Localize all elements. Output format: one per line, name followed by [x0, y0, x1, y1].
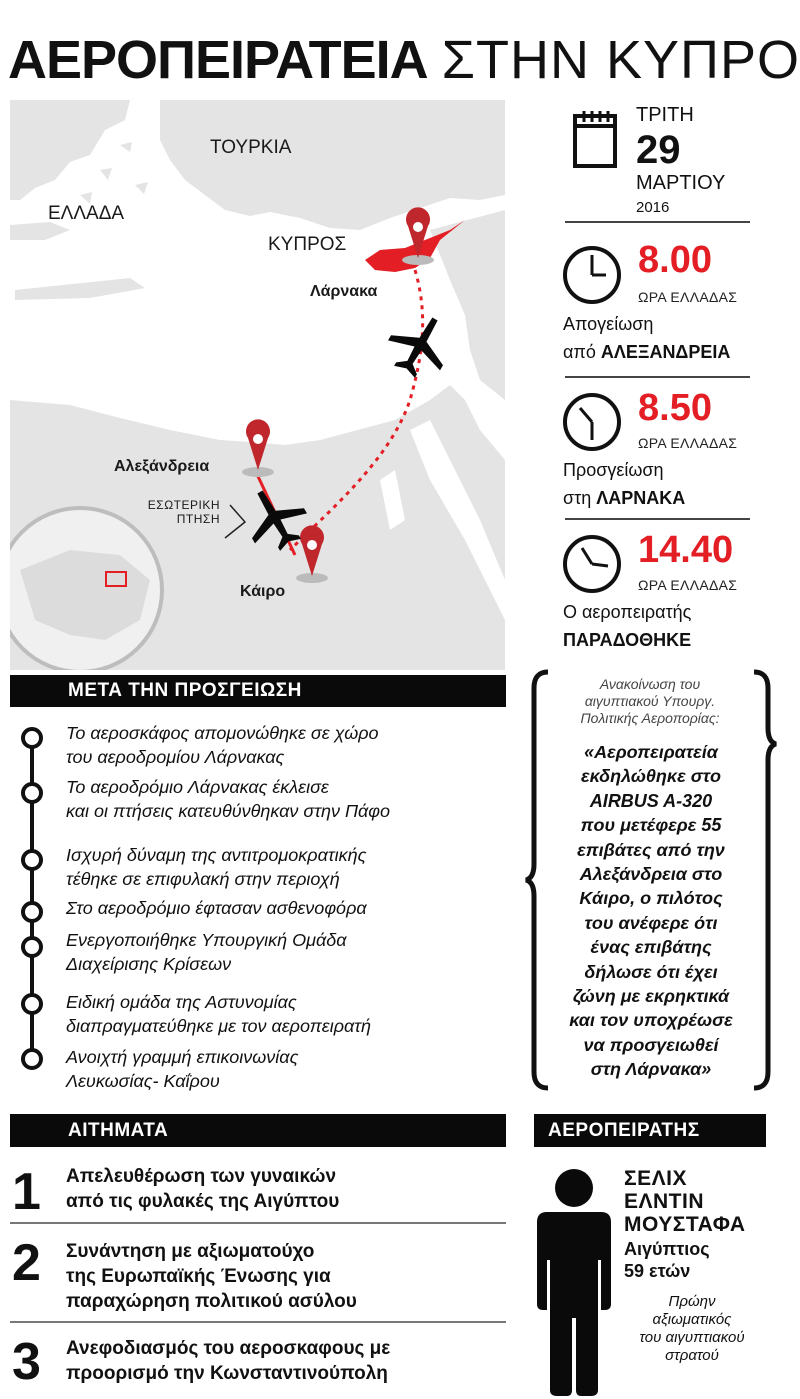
time-zone-1: ΩΡΑ ΕΛΛΑΔΑΣ	[638, 289, 738, 305]
quote-line: να προσγειωθεί	[583, 1034, 719, 1055]
quote-line: στη Λάρνακα»	[590, 1059, 712, 1080]
event-2-line2: και οι πτήσεις κατευθύνθηκαν στην Πάφο	[66, 801, 391, 821]
event-desc-2	[563, 456, 685, 512]
quote-line: Αλεξάνδρεια στο	[579, 864, 723, 885]
hijacker-name	[624, 1167, 746, 1236]
clock-icon	[560, 243, 624, 307]
event-4-line1: Στο αεροδρόμιο έφτασαν ασθενοφόρα	[66, 898, 367, 918]
event-desc-1-line2	[563, 338, 730, 366]
quote-line: AIRBUS A-320	[589, 790, 713, 811]
demand-1	[66, 1164, 339, 1214]
event-desc-1-bold: ΑΛΕΞΑΝΔΡΕΙΑ	[600, 342, 731, 362]
hijacker-name-line3: ΜΟΥΣΤΑΦΑ	[624, 1213, 746, 1236]
label-cairo: Κάιρο	[240, 583, 286, 600]
date-day: ΤΡΙΤΗ	[636, 104, 694, 126]
time-zone-2: ΩΡΑ ΕΛΛΑΔΑΣ	[638, 435, 738, 451]
event-3-line1: Ισχυρή δύναμη της αντιτρομοκρατικής	[66, 845, 367, 865]
event-desc-2-bold: ΛΑΡΝΑΚΑ	[596, 488, 686, 508]
announcement-quote	[545, 740, 757, 1082]
demand-divider	[10, 1222, 506, 1224]
event-4	[66, 896, 367, 920]
hijacker-info	[624, 1238, 710, 1282]
event-5-line1: Ενεργοποιήθηκε Υπουργική Ομάδα	[66, 930, 347, 950]
hijacker-name-line2: ΕΛΝΤΙΝ	[624, 1190, 705, 1213]
hijacker-desc-line4: στρατού	[665, 1347, 719, 1364]
timeline-panel	[530, 100, 800, 660]
event-dot	[21, 993, 43, 1015]
event-desc-1	[563, 310, 730, 366]
event-2	[66, 775, 390, 823]
event-dot	[21, 936, 43, 958]
demand-1-line2: από τις φυλακές της Αιγύπτου	[66, 1191, 340, 1212]
demand-divider	[10, 1321, 506, 1323]
label-turkey: ΤΟΥΡΚΙΑ	[210, 137, 292, 158]
divider	[565, 518, 750, 520]
demand-3-line1: Ανεφοδιασμός του αεροσκαφους με	[66, 1338, 391, 1359]
label-domestic-flight	[118, 498, 220, 526]
quote-line: επιβάτες από την	[577, 839, 725, 860]
time-1: 8.00	[638, 239, 712, 281]
event-desc-2-prefix: στη	[563, 488, 597, 508]
after-landing-heading: ΜΕΤΑ ΤΗΝ ΠΡΟΣΓΕΙΩΣΗ	[68, 680, 302, 701]
event-desc-1-prefix: από	[563, 342, 601, 362]
section-header-demands	[10, 1114, 506, 1147]
demand-2	[66, 1239, 357, 1314]
event-desc-2-line1: Προσγείωση	[563, 460, 664, 480]
event-3	[66, 843, 366, 891]
demand-2-line3: παραχώρηση πολιτικού ασύλου	[66, 1291, 357, 1312]
section-header-after-landing	[10, 675, 506, 707]
hijacker-desc-line3: του αιγυπτιακού	[639, 1329, 745, 1346]
time-3: 14.40	[638, 529, 734, 571]
demand-3	[66, 1336, 390, 1386]
event-desc-3-line1: Ο αεροπειρατής	[563, 602, 692, 622]
announcement-intro	[550, 676, 750, 727]
event-6	[66, 990, 371, 1038]
divider	[565, 376, 750, 378]
demand-3-line2: προορισμό την Κωνσταντινούπολη	[66, 1363, 388, 1384]
section-header-hijacker	[534, 1114, 766, 1147]
hijacker-nationality: Αιγύπτιος	[624, 1239, 710, 1259]
title-bold: ΑΕΡΟΠΕΙΡΑΤΕΙΑ	[8, 30, 428, 90]
quote-line: που μετέφερε 55	[580, 815, 722, 836]
event-dot	[21, 782, 43, 804]
divider	[565, 221, 750, 223]
event-dot	[21, 849, 43, 871]
person-silhouette-icon	[535, 1168, 613, 1396]
announcement-intro-line1: Ανακοίνωση του	[599, 676, 701, 692]
quote-line: δήλωσε ότι έχει	[584, 961, 718, 982]
map	[10, 100, 505, 670]
demand-1-line1: Απελευθέρωση των γυναικών	[66, 1166, 337, 1187]
demand-number-1: 1	[12, 1163, 41, 1221]
event-7-line2: Λευκωσίας- Καΐρου	[66, 1071, 220, 1091]
domestic-flight-line1: ΕΣΩΤΕΡΙΚΗ	[147, 498, 220, 512]
event-desc-3-bold: ΠΑΡΑΔΟΘΗΚΕ	[563, 630, 692, 650]
demand-number-2: 2	[12, 1234, 41, 1292]
event-7-line1: Ανοιχτή γραμμή επικοινωνίας	[66, 1047, 299, 1067]
label-greece: ΕΛΛΑΔΑ	[48, 203, 125, 224]
event-5-line2: Διαχείρισης Κρίσεων	[66, 954, 232, 974]
hijacker-heading: ΑΕΡΟΠΕΙΡΑΤΗΣ	[548, 1119, 700, 1141]
demand-2-line1: Συνάντηση με αξιωματούχο	[66, 1241, 315, 1262]
label-alexandria: Αλεξάνδρεια	[114, 458, 210, 475]
event-3-line2: τέθηκε σε επιφυλακή στην περιοχή	[66, 869, 340, 889]
title-light: ΣΤΗΝ ΚΥΠΡΟ	[441, 30, 800, 90]
date-month: ΜΑΡΤΙΟΥ	[636, 172, 726, 194]
quote-line: του ανέφερε ότι	[584, 912, 718, 933]
event-desc-3-line2	[563, 626, 691, 654]
event-7	[66, 1045, 298, 1093]
event-1	[66, 721, 379, 769]
hijacker-age: 59 ετών	[624, 1261, 691, 1281]
label-cyprus: ΚΥΠΡΟΣ	[268, 234, 347, 255]
label-larnaca: Λάρνακα	[310, 283, 378, 300]
hijacker-name-line1: ΣΕΛΙΧ	[624, 1167, 687, 1190]
event-5	[66, 928, 347, 976]
time-2: 8.50	[638, 387, 712, 429]
event-desc-2-line2	[563, 484, 685, 512]
clock-icon	[560, 532, 624, 596]
hijacker-desc-line1: Πρώην	[668, 1293, 716, 1310]
clock-icon	[560, 390, 624, 454]
announcement-intro-line3: Πολιτικής Αεροπορίας:	[580, 710, 720, 726]
time-zone-3: ΩΡΑ ΕΛΛΑΔΑΣ	[638, 577, 738, 593]
demand-number-3: 3	[12, 1333, 41, 1391]
hijacker-desc-line2: αξιωματικός	[652, 1311, 732, 1328]
quote-line: Κάιρο, ο πιλότος	[579, 888, 723, 909]
event-dot	[21, 1048, 43, 1070]
event-2-line1: Το αεροδρόμιο Λάρνακας έκλεισε	[66, 777, 329, 797]
event-dot	[21, 901, 43, 923]
event-6-line1: Ειδική ομάδα της Αστυνομίας	[66, 992, 297, 1012]
hijacker-desc	[612, 1293, 772, 1365]
event-desc-3	[563, 598, 691, 654]
event-desc-1-line1: Απογείωση	[563, 314, 654, 334]
quote-line: ζώνη με εκρηκτικά	[572, 986, 730, 1007]
event-1-line1: Το αεροσκάφος απομονώθηκε σε χώρο	[66, 723, 379, 743]
demands-heading: ΑΙΤΗΜΑΤΑ	[68, 1119, 169, 1141]
event-1-line2: του αεροδρομίου Λάρνακας	[66, 747, 285, 767]
quote-line: ένας επιβάτης	[590, 937, 712, 958]
demand-2-line2: της Ευρωπαϊκής Ένωσης για	[66, 1266, 331, 1287]
event-6-line2: διαπραγματεύθηκε με τον αεροπειρατή	[66, 1016, 372, 1036]
quote-line: «Αεροπειρατεία	[584, 742, 718, 762]
quote-line: εκδηλώθηκε στο	[580, 766, 721, 787]
quote-line: και τον υποχρέωσε	[569, 1010, 733, 1031]
page-title	[8, 30, 800, 90]
calendar-icon	[572, 108, 618, 170]
date-year: 2016	[636, 199, 670, 216]
date-number: 29	[636, 128, 681, 172]
event-dot	[21, 727, 43, 749]
announcement-intro-line2: αιγυπτιακού Υπουργ.	[584, 693, 716, 709]
domestic-flight-line2: ΠΤΗΣΗ	[176, 512, 220, 526]
